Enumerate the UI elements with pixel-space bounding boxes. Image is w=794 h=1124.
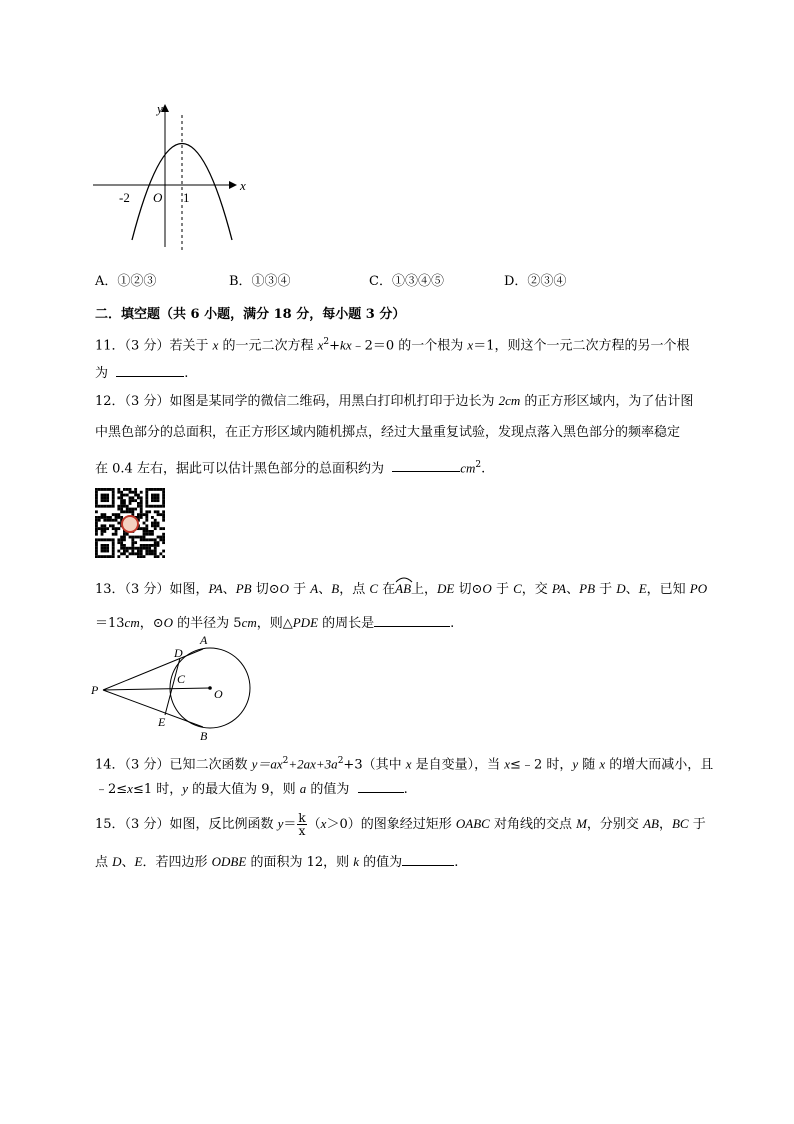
q14-line1: 14．（3 分）已知二次函数 $y=ax^2+2ax+3a^2+3$（其中 x 是自变量），当 x≤﹣2 时，y 随 x 的增大而减小，且 <box>95 756 714 773</box>
parabola-graph <box>85 95 260 255</box>
q11-line2: 为 . <box>95 362 188 383</box>
one-label: 1 <box>183 190 190 205</box>
q15-line2: 点 D、E．若四边形 ODBE 的面积为 12，则 k 的值为 . <box>95 851 458 872</box>
q12-line3: 在 0.4 左右，据此可以估计黑色部分的总面积约为 $cm^2$. <box>95 456 485 478</box>
q13-line2: ＝13cm，⊙O 的半径为 5cm，则△PDE 的周长是 . <box>95 612 454 633</box>
section-title: 二．填空题（共 6 小题，满分 18 分，每小题 3 分） <box>95 307 406 322</box>
q11-line1: 11．（3 分）若关于 x 的一元二次方程 $x^2+kx﹣2=0$ 的一个根为 x＝1，则这个一元二次方程的另一个根 <box>95 337 690 354</box>
x-label: x <box>240 178 246 193</box>
label-a: A <box>200 633 208 647</box>
option-a[interactable]: A．①②③ <box>95 274 157 289</box>
option-b[interactable]: B．①③④ <box>229 274 291 289</box>
label-c: C <box>177 672 186 686</box>
tangent-circle-figure <box>88 632 258 744</box>
qr-avatar-icon <box>122 516 138 532</box>
arc-ab: AB <box>395 580 411 598</box>
point-o <box>208 686 212 690</box>
q13-line1: 13．（3 分）如图，PA、PB 切⊙O 于 A、B，点 C 在AB 上，DE 切⊙O 于 C，交 PA、PB 于 D、E，已知 PO <box>95 580 707 599</box>
line-po <box>103 688 210 690</box>
tangent-pa <box>103 649 203 690</box>
q12-line1: 12．（3 分）如图是某同学的微信二维码，用黑白打印机打印于边长为 2cm 的正方形区域内，为了估计图 <box>95 393 694 409</box>
label-e: E <box>158 715 166 729</box>
qr-code-image <box>95 488 165 558</box>
q12-line2: 中黑色部分的总面积，在正方形区域内随机掷点，经过大量重复试验，发现点落入黑色部分的频率稳定 <box>95 425 681 440</box>
q11-answer-blank[interactable] <box>116 362 184 377</box>
tangent-de <box>165 658 180 715</box>
label-p: P <box>91 683 99 697</box>
option-c[interactable]: C．①③④⑤ <box>369 274 444 289</box>
q15-line1: 15．（3 分）如图，反比例函数 y＝ $\frac{k}{x}$ （x＞0）的图象经过矩形 OABC 对角线的交点 M，分别交 AB，BC 于 <box>95 811 706 838</box>
q14-answer-blank[interactable] <box>358 778 404 793</box>
tangent-pb <box>103 690 203 727</box>
q12-answer-blank[interactable] <box>392 457 460 472</box>
neg2-label: -2 <box>119 190 130 205</box>
label-o: O <box>214 687 223 701</box>
q15-answer-blank[interactable] <box>402 851 454 866</box>
q14-line2: ﹣2≤x≤1 时，y 的最大值为 9，则 a 的值为 . <box>95 778 408 799</box>
y-label: y <box>157 101 163 116</box>
option-d[interactable]: D．②③④ <box>504 274 567 289</box>
q13-answer-blank[interactable] <box>374 612 450 627</box>
x-axis-arrow <box>229 181 237 189</box>
origin-label: O <box>153 190 163 205</box>
label-d: D <box>174 646 183 660</box>
arc-mark-icon <box>395 575 413 583</box>
label-b: B <box>200 729 208 743</box>
fraction-k-over-x: $\frac{k}{x}$ <box>298 811 306 838</box>
